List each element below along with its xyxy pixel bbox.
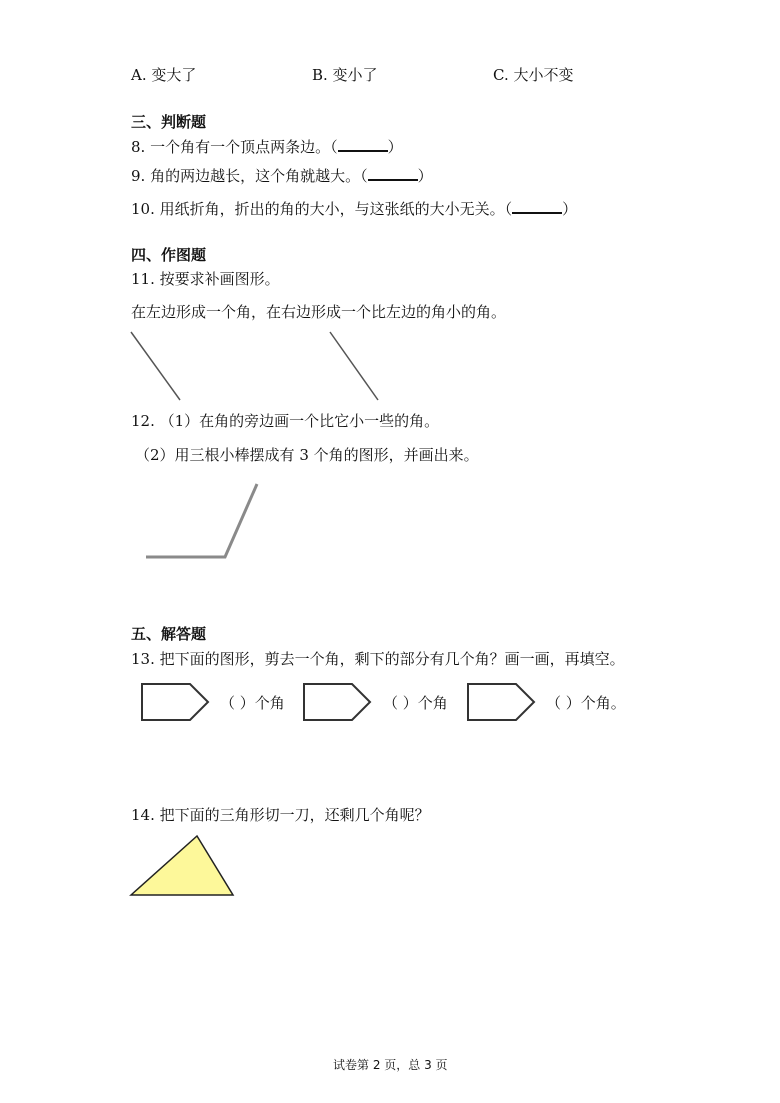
q12-angle bbox=[146, 484, 257, 557]
question-12-sub: （2）用三根小棒摆成有 3 个角的图形，并画出来。 bbox=[135, 446, 479, 464]
question-10-text: 10. 用纸折角，折出的角的大小，与这张纸的大小无关。 bbox=[131, 200, 505, 218]
question-9-text: 9. 角的两边越长，这个角就越大。 bbox=[131, 167, 361, 185]
question-12: 12. （1）在角的旁边画一个比它小一些的角。 bbox=[131, 412, 440, 430]
q13-pentagon-2[interactable] bbox=[304, 684, 370, 720]
section-title-judgement: 三、判断题 bbox=[131, 113, 207, 131]
q14-triangle[interactable] bbox=[131, 836, 233, 895]
paren-open: （ bbox=[330, 138, 338, 156]
q11-left-ray bbox=[131, 332, 180, 400]
blank-count-3[interactable]: （ ）个角。 bbox=[546, 694, 626, 712]
paren-open: （ bbox=[504, 200, 513, 218]
page-footer: 试卷第 2 页，总 3 页 bbox=[333, 1058, 448, 1072]
choice-b: B. 变小了 bbox=[312, 66, 378, 84]
question-14: 14. 把下面的三角形切一刀，还剩几个角呢？ bbox=[131, 806, 430, 824]
question-11-instruction: 在左边形成一个角，在右边形成一个比左边的角小的角。 bbox=[131, 303, 507, 321]
paren-open: （ bbox=[360, 167, 368, 185]
q13-pentagon-1[interactable] bbox=[142, 684, 208, 720]
paren-close: ） bbox=[417, 167, 433, 185]
choice-c: C. 大小不变 bbox=[493, 66, 574, 84]
question-13: 13. 把下面的图形，剪去一个角，剩下的部分有几个角？画一画，再填空。 bbox=[131, 650, 625, 668]
paren-close: ） bbox=[562, 200, 578, 218]
question-11: 11. 按要求补画图形。 bbox=[131, 270, 280, 288]
blank-count-2[interactable]: （ ）个角 bbox=[383, 694, 448, 712]
choice-a: A. 变大了 bbox=[131, 66, 197, 84]
q13-pentagon-3[interactable] bbox=[468, 684, 534, 720]
question-8-text: 8. 一个角有一个顶点两条边。 bbox=[131, 138, 331, 156]
blank-count-1[interactable]: （ ）个角 bbox=[220, 694, 285, 712]
paren-close: ） bbox=[387, 138, 403, 156]
section-title-solve: 五、解答题 bbox=[131, 625, 207, 643]
q11-right-ray bbox=[330, 332, 378, 400]
section-title-drawing: 四、作图题 bbox=[131, 246, 207, 264]
